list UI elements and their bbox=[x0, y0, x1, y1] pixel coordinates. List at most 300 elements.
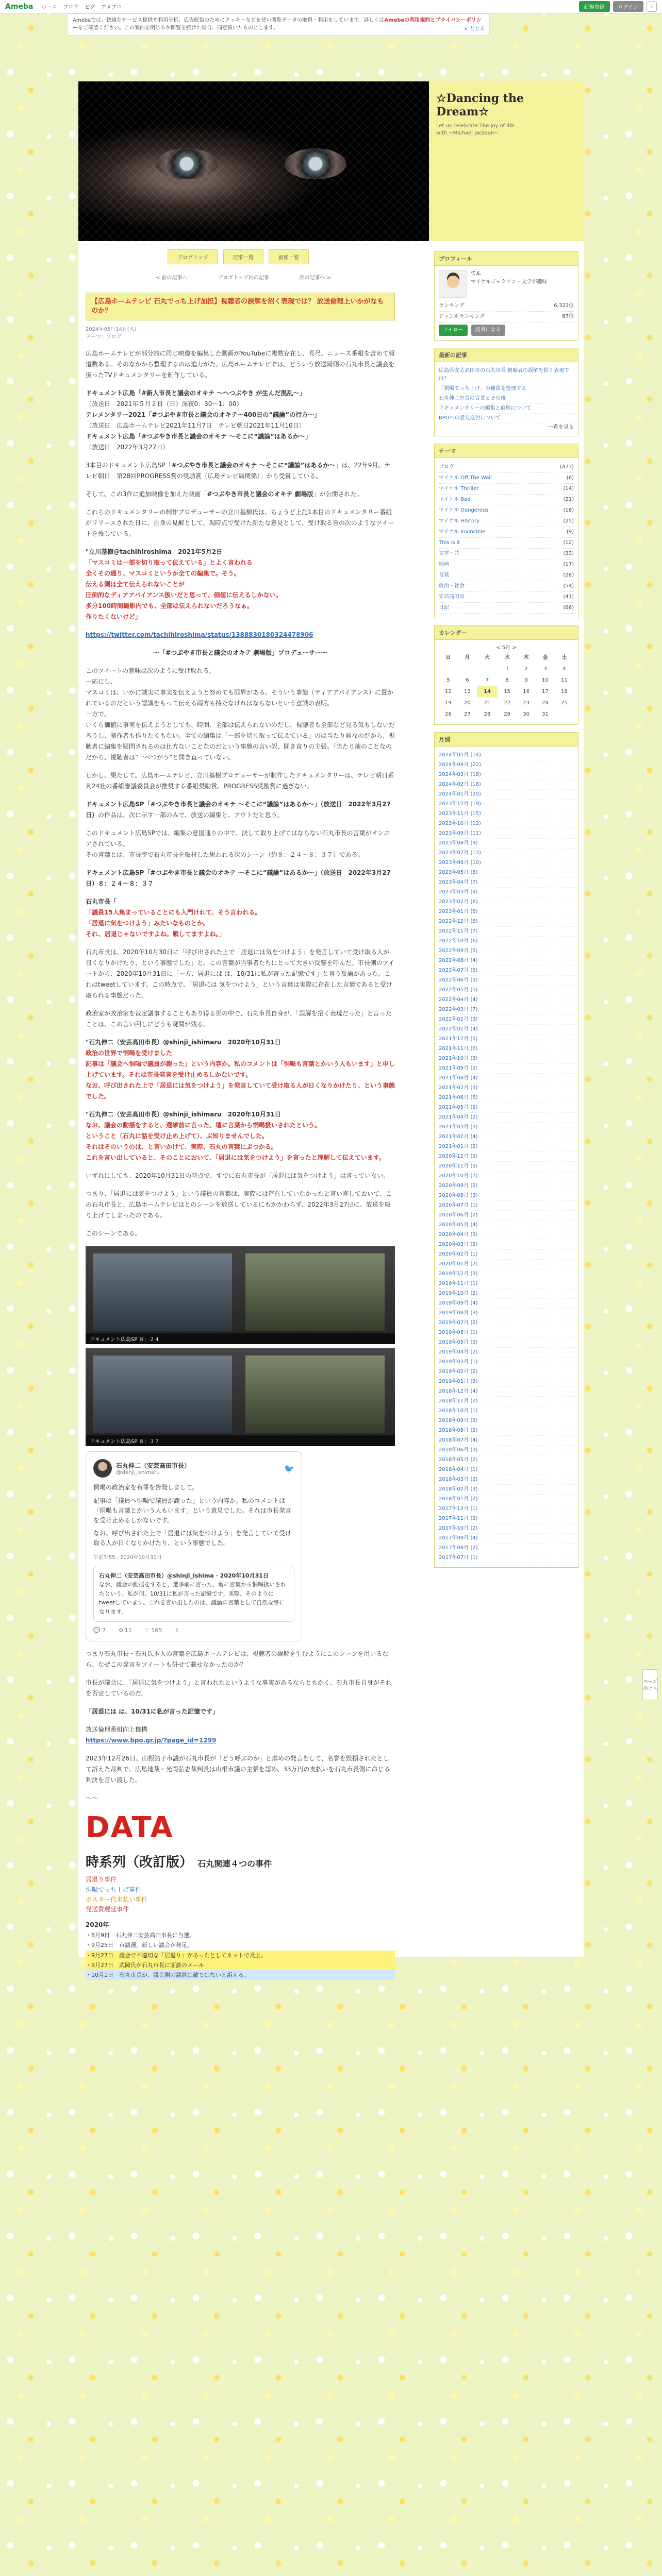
archive-month-link[interactable]: 2021年01月 (2) bbox=[439, 1142, 574, 1152]
tweet-2-line: 政治の世界で恫喝を受けました bbox=[86, 1049, 173, 1057]
reply-count[interactable]: 💬 7 bbox=[93, 1627, 106, 1634]
theme-count: (54) bbox=[563, 583, 574, 589]
blog-container bbox=[78, 81, 584, 1979]
doc-5: ドキュメント広島SP「#つぶやき市長と議会のオキテ 〜そこに“議論”はあるか〜」（放送日 2022年3月27日）８：２４〜８：３７ bbox=[86, 869, 391, 888]
doc-1-title: ドキュメント広島「#新人市長と議会のオキテ 〜ヘつぶやき が生んだ混乱〜」 bbox=[86, 389, 306, 397]
archive-month-link[interactable]: 2017年07月 (1) bbox=[439, 1553, 574, 1563]
paragraph: このドキュメント広島SPでは、編集の意図通りの中で、決して取り上げてはならない石丸市長の言葉がオンエアされている。 その言葉とは、市長室で石丸市長を取材した思われる次のシーン（約８：２４〜８：３７）である。 bbox=[86, 829, 390, 859]
archive-month-link[interactable]: 2021年09月 (2) bbox=[439, 1064, 574, 1074]
archive-month-link[interactable]: 2023年05月 (8) bbox=[439, 868, 574, 878]
broadcast-screenshot bbox=[86, 1348, 395, 1446]
calendar-day bbox=[439, 664, 458, 675]
archive-month-link[interactable]: 2021年11月 (6) bbox=[439, 1044, 574, 1054]
recent-heading: 最新の記事 bbox=[435, 348, 578, 362]
calendar-day[interactable]: 27 bbox=[464, 711, 471, 717]
nav-pigg[interactable]: ピグ bbox=[85, 5, 95, 10]
archive-month-link[interactable]: 2019年07月 (2) bbox=[439, 1318, 574, 1328]
theme-name[interactable]: マイケル Invincible bbox=[439, 529, 486, 535]
pager-title[interactable]: ブログトップ内の記事 bbox=[218, 275, 269, 281]
calendar-weekday: 土 bbox=[561, 655, 567, 660]
calendar-day[interactable]: 4 bbox=[562, 666, 566, 672]
calendar-day[interactable]: 30 bbox=[523, 711, 529, 717]
calendar-day[interactable]: 11 bbox=[561, 677, 568, 683]
tweet-1-head: "立川基樹@tachihiroshima 2021年5月2日 bbox=[86, 548, 223, 556]
theme-name[interactable]: マイケル HIStory bbox=[439, 518, 480, 524]
calendar-day[interactable]: 28 bbox=[484, 711, 491, 717]
theme-name[interactable]: 日記 bbox=[439, 605, 449, 611]
notice-policy-link[interactable]: Amebaの利用規約とプライバシーポリシー bbox=[73, 18, 482, 31]
bpo-label: 放送倫理番組向上機構 bbox=[86, 1726, 148, 1734]
register-button[interactable]: 新規登録 bbox=[579, 1, 610, 12]
archive-month-link[interactable]: 2020年05月 (4) bbox=[439, 1221, 574, 1230]
article bbox=[86, 293, 395, 1980]
profile-box bbox=[434, 251, 578, 341]
tweet-1-url[interactable]: https://twitter.com/tachihiroshima/status/1388830180324478906 bbox=[86, 631, 313, 639]
archive-month-link[interactable]: 2023年07月 (13) bbox=[439, 849, 574, 858]
theme-name[interactable]: マイケル Dangerous bbox=[439, 507, 489, 513]
theme-count: (9) bbox=[566, 529, 574, 535]
login-button[interactable]: ログイン bbox=[613, 1, 644, 12]
paragraph-highlight: 「居退には は、10/31に私が言った記憶です」 bbox=[86, 1708, 219, 1716]
ameba-logo[interactable]: Ameba bbox=[5, 2, 34, 11]
calendar-day[interactable]: 17 bbox=[542, 689, 549, 694]
article-body bbox=[86, 348, 395, 1980]
archive-month-link[interactable]: 2019年05月 (3) bbox=[439, 1338, 574, 1348]
blog-top-button[interactable]: ブログトップ bbox=[168, 249, 218, 264]
calendar-day[interactable]: 6 bbox=[466, 677, 469, 683]
nav-ameblo[interactable]: アメブロ bbox=[101, 5, 122, 10]
archive-month-link[interactable]: 2023年09月 (11) bbox=[439, 829, 574, 839]
calendar-day[interactable]: 7 bbox=[485, 677, 489, 683]
p2-c: 」は、22年9月、テレビ朝日 第28回PROGRESS賞の奨励賞（広島テレビ局関係）」から受賞している。 bbox=[86, 462, 391, 480]
tweet-1-url-wrap bbox=[86, 630, 395, 640]
archive-month-link[interactable]: 2018年07月 (4) bbox=[439, 1436, 574, 1446]
recent-entry-link[interactable]: ドキュメンタリーの編集と倫理について bbox=[439, 404, 574, 414]
calendar-day[interactable]: 19 bbox=[445, 700, 452, 706]
archive-month-link[interactable]: 2021年05月 (6) bbox=[439, 1103, 574, 1113]
archive-month-link[interactable]: 2019年11月 (1) bbox=[439, 1279, 574, 1289]
archive-month-link[interactable]: 2020年01月 (2) bbox=[439, 1260, 574, 1269]
archive-month-link[interactable]: 2019年06月 (1) bbox=[439, 1328, 574, 1338]
archive-month-link[interactable]: 2022年09月 (5) bbox=[439, 946, 574, 956]
archive-month-link[interactable]: 2023年04月 (7) bbox=[439, 878, 574, 888]
calendar-weekday: 月 bbox=[465, 655, 470, 660]
archive-month-link[interactable]: 2023年10月 (12) bbox=[439, 819, 574, 829]
legend-item: ポスター代未払い事件 bbox=[86, 1895, 148, 1903]
screenshot-caption: ドキュメント広島SP ８：２４ bbox=[86, 1333, 395, 1344]
stat-value: 6,323位 bbox=[554, 303, 574, 309]
timeline-item: ・10月1日 石丸市長が、議会側の議員は敵ではないと訴える。 bbox=[86, 1970, 395, 1980]
nav-home[interactable]: ホーム bbox=[41, 5, 57, 10]
theme-name[interactable]: 安芸高田市 bbox=[439, 594, 465, 600]
theme-item[interactable] bbox=[439, 473, 574, 484]
theme-list bbox=[435, 458, 578, 618]
archive-box bbox=[434, 732, 578, 1568]
archive-month-link[interactable]: 2023年11月 (15) bbox=[439, 809, 574, 819]
theme-item[interactable] bbox=[439, 581, 574, 592]
follow-button[interactable]: フォロー bbox=[439, 325, 468, 336]
tweet-1-line: 伝える側は全て伝えられないことが bbox=[86, 581, 185, 588]
calendar-day[interactable]: 8 bbox=[505, 677, 509, 683]
calendar-day[interactable]: 15 bbox=[504, 689, 511, 694]
calendar-weekday: 日 bbox=[445, 655, 451, 660]
theme-item[interactable] bbox=[439, 462, 574, 473]
archive-month-link[interactable]: 2017年08月 (2) bbox=[439, 1544, 574, 1553]
archive-month-link[interactable]: 2021年10月 (3) bbox=[439, 1054, 574, 1064]
archive-month-link[interactable]: 2020年11月 (5) bbox=[439, 1162, 574, 1172]
tweet-text bbox=[93, 1483, 294, 1548]
tweet-quote-3 bbox=[86, 1109, 395, 1163]
retweet-count[interactable]: ⟲ 11 bbox=[118, 1627, 132, 1634]
archive-month-link[interactable]: 2023年01月 (5) bbox=[439, 907, 574, 917]
archive-month-link[interactable]: 2019年12月 (3) bbox=[439, 1269, 574, 1279]
stat-value: 87位 bbox=[562, 314, 574, 319]
archive-month-link[interactable]: 2023年12月 (19) bbox=[439, 800, 574, 809]
theme-item[interactable] bbox=[439, 505, 574, 516]
legend-item: 居退り事件 bbox=[86, 1876, 117, 1884]
data-subheading-small: 石丸関連４つの事件 bbox=[197, 1859, 272, 1869]
archive-month-link[interactable]: 2022年10月 (6) bbox=[439, 937, 574, 946]
archive-month-link[interactable]: 2019年08月 (3) bbox=[439, 1309, 574, 1318]
mayor-quote bbox=[86, 896, 395, 940]
theme-name[interactable]: マイケル Off The Wall bbox=[439, 475, 492, 481]
divider: 〜〜 bbox=[86, 1794, 98, 1802]
incident-legend bbox=[86, 1875, 395, 1914]
entry-pager bbox=[156, 273, 331, 281]
theme-name[interactable]: 政治・社会 bbox=[439, 583, 465, 589]
page-top-button[interactable]: ページの上へ bbox=[642, 1669, 658, 1700]
theme-item[interactable] bbox=[439, 516, 574, 527]
archive-month-link[interactable]: 2021年08月 (4) bbox=[439, 1074, 574, 1083]
p3-c: 」が公開された。 bbox=[313, 490, 363, 498]
theme-count: (28) bbox=[563, 572, 574, 578]
tweet-text-line: 恫喝の政治家を有罪を告発しまして。 bbox=[93, 1484, 198, 1492]
subscribe-button[interactable]: 読者になる bbox=[471, 325, 505, 336]
archive-month-link[interactable]: 2022年06月 (3) bbox=[439, 976, 574, 986]
archive-month-link[interactable]: 2021年02月 (4) bbox=[439, 1132, 574, 1142]
theme-count: (473) bbox=[560, 464, 574, 470]
broadcast-screenshot bbox=[86, 1246, 395, 1344]
data-heading: DATA bbox=[86, 1811, 174, 1845]
p2-b: #つぶやき市長と議会のオキテ 〜そこに“議論”はあるか〜 bbox=[171, 462, 336, 469]
archive-month-link[interactable]: 2020年12月 (3) bbox=[439, 1152, 574, 1162]
archive-month-link[interactable]: 2018年03月 (2) bbox=[439, 1475, 574, 1485]
doc-4-title: ドキュメント広島SP「#つぶやき市長と議会のオキテ 〜そこに“議論”はあるか〜」（放送日 2022年3月27日） bbox=[86, 801, 391, 819]
theme-count: (33) bbox=[563, 551, 574, 556]
theme-count: (25) bbox=[563, 518, 574, 524]
archive-month-link[interactable]: 2018年06月 (3) bbox=[439, 1446, 574, 1455]
notice-text-a: Amebaでは、快適なサービス提供や利用分析、広告配信のためにクッキーなどを使い閲覧データの取得・利用をしています。詳しくは bbox=[73, 18, 385, 23]
tweet-3-line: ということ（石丸に話を受け止め上げて）、ぶ知りませんでした。 bbox=[86, 1132, 269, 1140]
article-date: 2024年05月14日(火) bbox=[86, 327, 137, 333]
calendar-weekday: 木 bbox=[523, 655, 529, 660]
recent-more-link[interactable]: 一覧を見る bbox=[548, 425, 574, 430]
stat-label: ジャンルランキング bbox=[439, 314, 485, 319]
screenshot-group bbox=[86, 1246, 395, 1446]
archive-month-link[interactable]: 2022年03月 (7) bbox=[439, 1005, 574, 1015]
archive-month-link[interactable]: 2018年04月 (1) bbox=[439, 1465, 574, 1475]
calendar-day[interactable]: 9 bbox=[524, 677, 528, 683]
theme-count: (6) bbox=[566, 475, 574, 481]
theme-item[interactable] bbox=[439, 592, 574, 603]
archive-month-link[interactable]: 2018年05月 (2) bbox=[439, 1455, 574, 1465]
data-section bbox=[86, 1811, 395, 1980]
timeline-item: ・9月25日 市議選、新しい議会が発足。 bbox=[86, 1942, 193, 1949]
calendar-day[interactable]: 26 bbox=[445, 711, 452, 717]
notice-close-button[interactable]: × とじる bbox=[464, 26, 485, 32]
archive-month-link[interactable]: 2018年02月 (3) bbox=[439, 1485, 574, 1495]
archive-month-link[interactable]: 2024年05月 (14) bbox=[439, 751, 574, 760]
doc-1-date: （放送日 2021年５月２日（日）深夜0：30〜1：00） bbox=[86, 400, 243, 408]
archive-month-link[interactable]: 2017年10月 (2) bbox=[439, 1524, 574, 1534]
calendar-day[interactable]: 23 bbox=[523, 700, 529, 706]
image-list-button[interactable]: 画像一覧 bbox=[269, 249, 309, 264]
archive-month-link[interactable]: 2020年07月 (1) bbox=[439, 1201, 574, 1211]
calendar-day[interactable]: 24 bbox=[542, 700, 549, 706]
archive-month-link[interactable]: 2023年02月 (6) bbox=[439, 897, 574, 907]
theme-name[interactable]: ブログ bbox=[439, 464, 454, 470]
archive-month-link[interactable]: 2020年02月 (1) bbox=[439, 1250, 574, 1260]
theme-item[interactable] bbox=[439, 560, 574, 570]
tweet-1-tail: 〜「#つぶやき市長と議会のオキテ 劇場版」プロデューサー〜 bbox=[153, 649, 327, 657]
tweet-quote-2 bbox=[86, 1037, 395, 1102]
archive-month-link[interactable]: 2024年01月 (20) bbox=[439, 790, 574, 800]
tweet-3-line: なお、議会の動揺をすると、選挙前に言った、壇に言葉から恫喝扱いされたという。 bbox=[86, 1122, 321, 1129]
theme-count: (41) bbox=[563, 594, 574, 600]
next-entry-link[interactable]: 次の記事へ > bbox=[299, 275, 331, 281]
archive-month-link[interactable]: 2021年06月 (5) bbox=[439, 1093, 574, 1103]
theme-name[interactable]: マイケル Thriller bbox=[439, 486, 479, 492]
notice-text-b: をご確認ください。この案内を閉じるか閲覧を続けた場合、同意頂いたものとします。 bbox=[78, 25, 279, 31]
archive-month-link[interactable]: 2018年10月 (1) bbox=[439, 1406, 574, 1416]
archive-month-link[interactable]: 2022年07月 (6) bbox=[439, 966, 574, 976]
theme-item[interactable] bbox=[439, 549, 574, 560]
twitter-bird-icon[interactable]: 🐦 bbox=[284, 1463, 294, 1473]
archive-month-link[interactable]: 2019年03月 (1) bbox=[439, 1358, 574, 1367]
archive-month-link[interactable]: 2020年04月 (3) bbox=[439, 1230, 574, 1240]
tweet-author-handle[interactable]: @shinji_ishimaru bbox=[116, 1470, 160, 1476]
quoted-tweet-author: 石丸伸二（安芸高田市長）@shinji_ishima · 2020年10月31日 bbox=[99, 1572, 269, 1579]
archive-month-link[interactable]: 2020年09月 (2) bbox=[439, 1181, 574, 1191]
quote-line: それ、居退じゃないですよね。戦してますよね。」 bbox=[86, 930, 225, 938]
tweet-2-head: "石丸伸二（安芸高田市長）@shinji_ishimaru 2020年10月31日 bbox=[86, 1039, 281, 1046]
theme-name[interactable]: マイケル Bad bbox=[439, 497, 471, 502]
archive-month-link[interactable]: 2019年01月 (3) bbox=[439, 1377, 574, 1387]
theme-item[interactable] bbox=[439, 527, 574, 538]
cookie-notice bbox=[67, 13, 490, 36]
calendar-day[interactable]: 16 bbox=[523, 689, 529, 694]
theme-name[interactable]: 映画 bbox=[439, 562, 449, 567]
embedded-tweet[interactable] bbox=[86, 1451, 302, 1641]
archive-month-link[interactable]: 2021年04月 (2) bbox=[439, 1113, 574, 1123]
archive-month-link[interactable]: 2022年11月 (7) bbox=[439, 927, 574, 937]
paragraph: いずれにしても、2020年10月31日の時点で、すでに石丸市長が「居退には気をつけよう」は言っていない。 bbox=[86, 1172, 390, 1180]
archive-month-link[interactable]: 2023年08月 (9) bbox=[439, 839, 574, 849]
calendar-day[interactable]: 20 bbox=[464, 700, 471, 706]
calendar-day[interactable]: 29 bbox=[504, 711, 511, 717]
tweet-1-line: 作りたくないけど」 bbox=[86, 613, 142, 621]
archive-month-link[interactable]: 2024年04月 (22) bbox=[439, 760, 574, 770]
archive-list bbox=[435, 747, 578, 1567]
archive-month-link[interactable]: 2020年08月 (3) bbox=[439, 1191, 574, 1201]
calendar-month-nav[interactable]: < 5月 > bbox=[496, 645, 517, 651]
theme-name[interactable]: 音楽 bbox=[439, 572, 449, 578]
calendar-day[interactable]: 2 bbox=[524, 666, 528, 672]
recent-entry-link[interactable]: BPOへの意見送付について bbox=[439, 414, 574, 423]
tweet-author-name[interactable]: 石丸伸二（安芸高田市長） bbox=[116, 1462, 191, 1470]
quote-line: 「議員15人集まっていることにも入門けれて、そう言われる。 bbox=[86, 909, 261, 917]
paragraph: 2023年12月26日、山根浩子市議が石丸市長が「どう呼ぶのか」と虐めの発言をして、名誉を毀損されたとして訴えた裁判で、広島地裁・光岡弘志裁判長は山根市議の主張を認め、33万円の支払いを石丸市長側に命じる判決を言い渡した。 bbox=[86, 1755, 390, 1784]
archive-month-link[interactable]: 2024年02月 (16) bbox=[439, 780, 574, 790]
calendar-day[interactable]: 12 bbox=[445, 689, 452, 694]
calendar-day[interactable]: 14 bbox=[477, 686, 498, 698]
theme-count: (14) bbox=[563, 486, 574, 492]
calendar-day[interactable]: 22 bbox=[504, 700, 511, 706]
prev-entry-link[interactable]: < 前の記事へ bbox=[156, 275, 188, 281]
timeline-item: ・8月9日 石丸伸二安芸高田市長に当選。 bbox=[86, 1932, 195, 1939]
screenshot-frame-left bbox=[93, 1355, 232, 1433]
stat-row bbox=[439, 301, 574, 312]
archive-month-link[interactable]: 2020年10月 (7) bbox=[439, 1172, 574, 1181]
paragraph: 政治家が政治家を裁定議事することもあり得る世の中で、石丸市長自身が、「誤解を招く表現だった」と言ったことは、この言い回しにどうも疑問が残る。 bbox=[86, 1010, 392, 1028]
archive-month-link[interactable]: 2018年09月 (3) bbox=[439, 1416, 574, 1426]
archive-month-link[interactable]: 2021年12月 (5) bbox=[439, 1035, 574, 1044]
archive-month-link[interactable]: 2023年06月 (10) bbox=[439, 858, 574, 868]
article-theme[interactable]: テーマ：ブログ bbox=[86, 334, 122, 341]
archive-month-link[interactable]: 2020年03月 (2) bbox=[439, 1240, 574, 1250]
calendar-weekday: 水 bbox=[504, 655, 510, 660]
archive-month-link[interactable]: 2017年11月 (3) bbox=[439, 1514, 574, 1524]
screenshot-caption: ドキュメント広島SP ８：３７ bbox=[86, 1435, 395, 1446]
theme-item[interactable] bbox=[439, 484, 574, 495]
theme-heading: テーマ bbox=[435, 444, 578, 458]
calendar-day[interactable]: 21 bbox=[484, 700, 491, 706]
blog-subtitle: Let us celebrate The joy of life with ~Michael Jackson~ bbox=[436, 123, 515, 136]
like-count[interactable]: ♡ 165 bbox=[144, 1627, 162, 1634]
archive-month-link[interactable]: 2022年05月 (5) bbox=[439, 986, 574, 995]
tweet-1-line: 「マスコミは一部を切り取って伝えている」とよく言われる bbox=[86, 559, 253, 567]
paragraph bbox=[86, 489, 395, 500]
recent-entry-link[interactable]: 石丸伸二市長の言葉とその後 bbox=[439, 394, 574, 404]
timeline bbox=[86, 1920, 395, 1980]
theme-item[interactable] bbox=[439, 570, 574, 581]
stat-label: ランキング bbox=[439, 303, 465, 309]
profile-heading: プロフィール bbox=[435, 252, 578, 266]
tweet-1-line: 多分100時間撮影内でも、全部は伝えられないだろうなぁ。 bbox=[86, 602, 254, 610]
theme-item[interactable] bbox=[439, 495, 574, 505]
theme-item[interactable] bbox=[439, 538, 574, 549]
calendar-day[interactable]: 1 bbox=[505, 666, 509, 672]
archive-month-link[interactable]: 2017年12月 (1) bbox=[439, 1504, 574, 1514]
theme-item[interactable] bbox=[439, 603, 574, 614]
doc-3-date: （放送日 2022年3月27日） bbox=[86, 444, 169, 451]
sidebar bbox=[434, 251, 578, 1575]
archive-month-link[interactable]: 2018年11月 (2) bbox=[439, 1397, 574, 1406]
calendar-day bbox=[555, 709, 574, 720]
theme-count: (12) bbox=[563, 540, 574, 546]
archive-month-link[interactable]: 2019年10月 (2) bbox=[439, 1289, 574, 1299]
theme-name[interactable]: This is it bbox=[439, 540, 460, 546]
archive-month-link[interactable]: 2018年12月 (4) bbox=[439, 1387, 574, 1397]
paragraph: つまり石丸市長・石丸氏本人の言葉を広島ホームテレビは、視聴者の誤解を生むようにこのシーンを用いるなら、なぜこの発言をツイートも併せて載せなかったのか？ bbox=[86, 1650, 389, 1669]
blog-menu bbox=[78, 249, 398, 264]
tweet-timestamp[interactable]: 午前7:55 · 2020年10月31日 bbox=[93, 1554, 162, 1561]
archive-month-link[interactable]: 2019年09月 (4) bbox=[439, 1299, 574, 1309]
archive-month-link[interactable]: 2022年04月 (4) bbox=[439, 995, 574, 1005]
entry-list-button[interactable]: 記事一覧 bbox=[223, 249, 263, 264]
paragraph: しかし、果たして。広島ホームテレビ、立川基樹プロデューサーが制作したドキュメンタリーは、テレビ朝日系列24社の番組審議委員会が推奨する番組奨励賞、PROGRESS奨励賞に過ぎない。 bbox=[86, 772, 394, 790]
calendar-day[interactable]: 31 bbox=[542, 711, 549, 717]
article-title[interactable]: 【広島ホームテレビ 石丸でっち上げ加担】視聴者の誤解を招く表現では？ 放送倫理上いかがなものか？ bbox=[86, 293, 395, 320]
recent-entry-link[interactable]: 「恫喝でっち上げ」の構図を整理する bbox=[439, 384, 574, 394]
nav-blog[interactable]: ブログ bbox=[63, 5, 79, 10]
share-icon[interactable]: ⇧ bbox=[174, 1627, 179, 1634]
tweet-stats bbox=[93, 1627, 294, 1634]
recent-entry-link[interactable]: 広島県安芸高田市の石丸市長 視聴者の誤解を招く表現では？ bbox=[439, 366, 574, 384]
calendar-day[interactable]: 10 bbox=[542, 677, 549, 683]
tweet-text-line: なお、呼び出された上で「居退には気をつけよう」を発言していて受け取る人が日くなりかけたり、という事態でした。 bbox=[93, 1530, 292, 1547]
blog-title[interactable]: ☆Dancing the Dream☆ bbox=[436, 92, 524, 118]
archive-month-link[interactable]: 2020年06月 (2) bbox=[439, 1211, 574, 1221]
archive-month-link[interactable]: 2017年09月 (4) bbox=[439, 1534, 574, 1544]
avatar[interactable] bbox=[93, 1459, 112, 1478]
calendar-day bbox=[458, 664, 477, 675]
calendar-day[interactable]: 3 bbox=[543, 666, 547, 672]
screenshot-frame-right bbox=[245, 1355, 385, 1433]
paragraph: これらのドキュメンタリーの制作プロデューサーの立川基樹氏は、ちょうど上記1本目のドキュメンタリー番組がリリースされた日に、自身の見解として、現時点で受けた新たな意見として、受け取る旨の次のようなツイートを残している。 bbox=[86, 509, 394, 538]
p3-a: そして、この3作に追加映像を加えた映画「 bbox=[86, 490, 207, 498]
tweet-text-line: 記事は「議員へ恫喝で議員が謝った」という内容か。私のコメントは「恫喝も言葉とかいう人もいます」という意見でした。それは市長発言を受け止めるしかないです。 bbox=[93, 1497, 292, 1524]
archive-month-link[interactable]: 2022年01月 (4) bbox=[439, 1025, 574, 1035]
archive-month-link[interactable]: 2022年02月 (3) bbox=[439, 1015, 574, 1025]
theme-name[interactable]: 文学・詩 bbox=[439, 551, 459, 556]
archive-month-link[interactable]: 2022年12月 (8) bbox=[439, 917, 574, 927]
archive-month-link[interactable]: 2018年01月 (2) bbox=[439, 1495, 574, 1504]
profile-name[interactable]: てん bbox=[471, 271, 481, 277]
calendar-day[interactable]: 13 bbox=[464, 689, 471, 694]
archive-month-link[interactable]: 2021年03月 (3) bbox=[439, 1123, 574, 1132]
archive-month-link[interactable]: 2022年08月 (4) bbox=[439, 956, 574, 966]
avatar[interactable] bbox=[439, 270, 467, 298]
paragraph: 広島ホームテレビが部分的に同じ映像を編集した動画がYouTubeに複数存在し、長尺、ニュース番組を含めて報道数ある。そのなかから整理するのは迫力がた。広島ホームテレビでは、どういう放送局側の石丸市長と議会を扱ったTVドキュメンタリーを制作している。 bbox=[86, 350, 395, 379]
data-subheading bbox=[86, 1852, 395, 1871]
calendar-day[interactable]: 18 bbox=[561, 689, 568, 694]
paragraph: 石丸市長は、2020年10月30日に「呼び出された上で「居退には気をつけよう」を発言していて受け取る人が日くなりかけたり、という事態でした」と。この言葉が当事者たちにとって大きい反響を呼んだ。市長側のツイートから、2020年10月31日に「一方、居退には は、10/31に私が言った記憶です」と言う反論があった。これはtweetしています。この時点で、「居退には 気をつけよう」という言葉は実際に存在した言葉であると受け取られる事態だった。 bbox=[86, 948, 394, 999]
calendar-box bbox=[434, 625, 578, 725]
archive-month-link[interactable]: 2018年08月 (2) bbox=[439, 1426, 574, 1436]
tweet-2-line: 記事は「議会へ恫喝で議員が謝った」という内容か。私のコメントは「恫喝も言葉とかいう人もいます」と申し上げています。それは市長発言を受け止めるしかないです。 bbox=[86, 1060, 395, 1079]
archive-month-link[interactable]: 2024年03月 (18) bbox=[439, 770, 574, 780]
quoted-tweet[interactable] bbox=[93, 1566, 294, 1622]
quoted-tweet-text: なお、議会の動揺をすると、選挙前に言った、壇に言葉から恫喝扱いされたという。私が何、10/31に私が言った記憶です。実際、そのようにtweetしています。これを言い出したのは、議論の言葉として自然な事になります。 bbox=[99, 1581, 286, 1615]
archive-month-link[interactable]: 2019年02月 (2) bbox=[439, 1367, 574, 1377]
search-icon[interactable]: ⌕ bbox=[647, 2, 657, 12]
banner-image bbox=[78, 81, 429, 241]
quote-line: 「居退に気をつけよう」みたいなものとか。 bbox=[86, 920, 210, 927]
bpo-link[interactable]: https://www.bpo.gr.jp/?page_id=1299 bbox=[86, 1737, 217, 1744]
paragraph: このツイートの意味は次のように受け取れる。 一応にし、 マスコミは、いかに誠実に事実を伝えようと努めても限界がある。そういう事態（ディアアバイアンス）に置かれているのだという認識をもって伝える両方も持たなければならないという意識の表明。 一方で、 いくら価値に事実を伝えようとしても、時間、全部は伝えられないのだし、視聴者も全部など見る気もしないだろうし、制作者も作りたくもない。全ての編集は「一部を切り取って伝えている」のは当たり前なのだから、視聴者に編集を疑問されるのは仕方ないことなのだという事態の言い訳、開き直りの主張。「当たり前のことなのだから、視聴者は“一ベつがう”と開き直っていない。 bbox=[86, 667, 395, 761]
calendar-day[interactable]: 25 bbox=[561, 700, 568, 706]
doc-4-desc: の作品は、次に示す一部のみで、放送の編集と、アウトだと思う。 bbox=[98, 811, 284, 819]
archive-month-link[interactable]: 2019年04月 (2) bbox=[439, 1348, 574, 1358]
doc-2-date: （放送日 広島ホームテレビ2021年11月7日 テレビ朝日2021年11月10日） bbox=[86, 422, 305, 430]
legend-item: 恫喝でっち上げ事件 bbox=[86, 1886, 142, 1893]
archive-month-link[interactable]: 2023年03月 (9) bbox=[439, 888, 574, 897]
archive-month-link[interactable]: 2021年07月 (3) bbox=[439, 1083, 574, 1093]
doc-4 bbox=[86, 799, 395, 821]
p2-a: 3本目のドキュメント広島SP「 bbox=[86, 462, 172, 469]
calendar-day[interactable]: 5 bbox=[446, 677, 450, 683]
